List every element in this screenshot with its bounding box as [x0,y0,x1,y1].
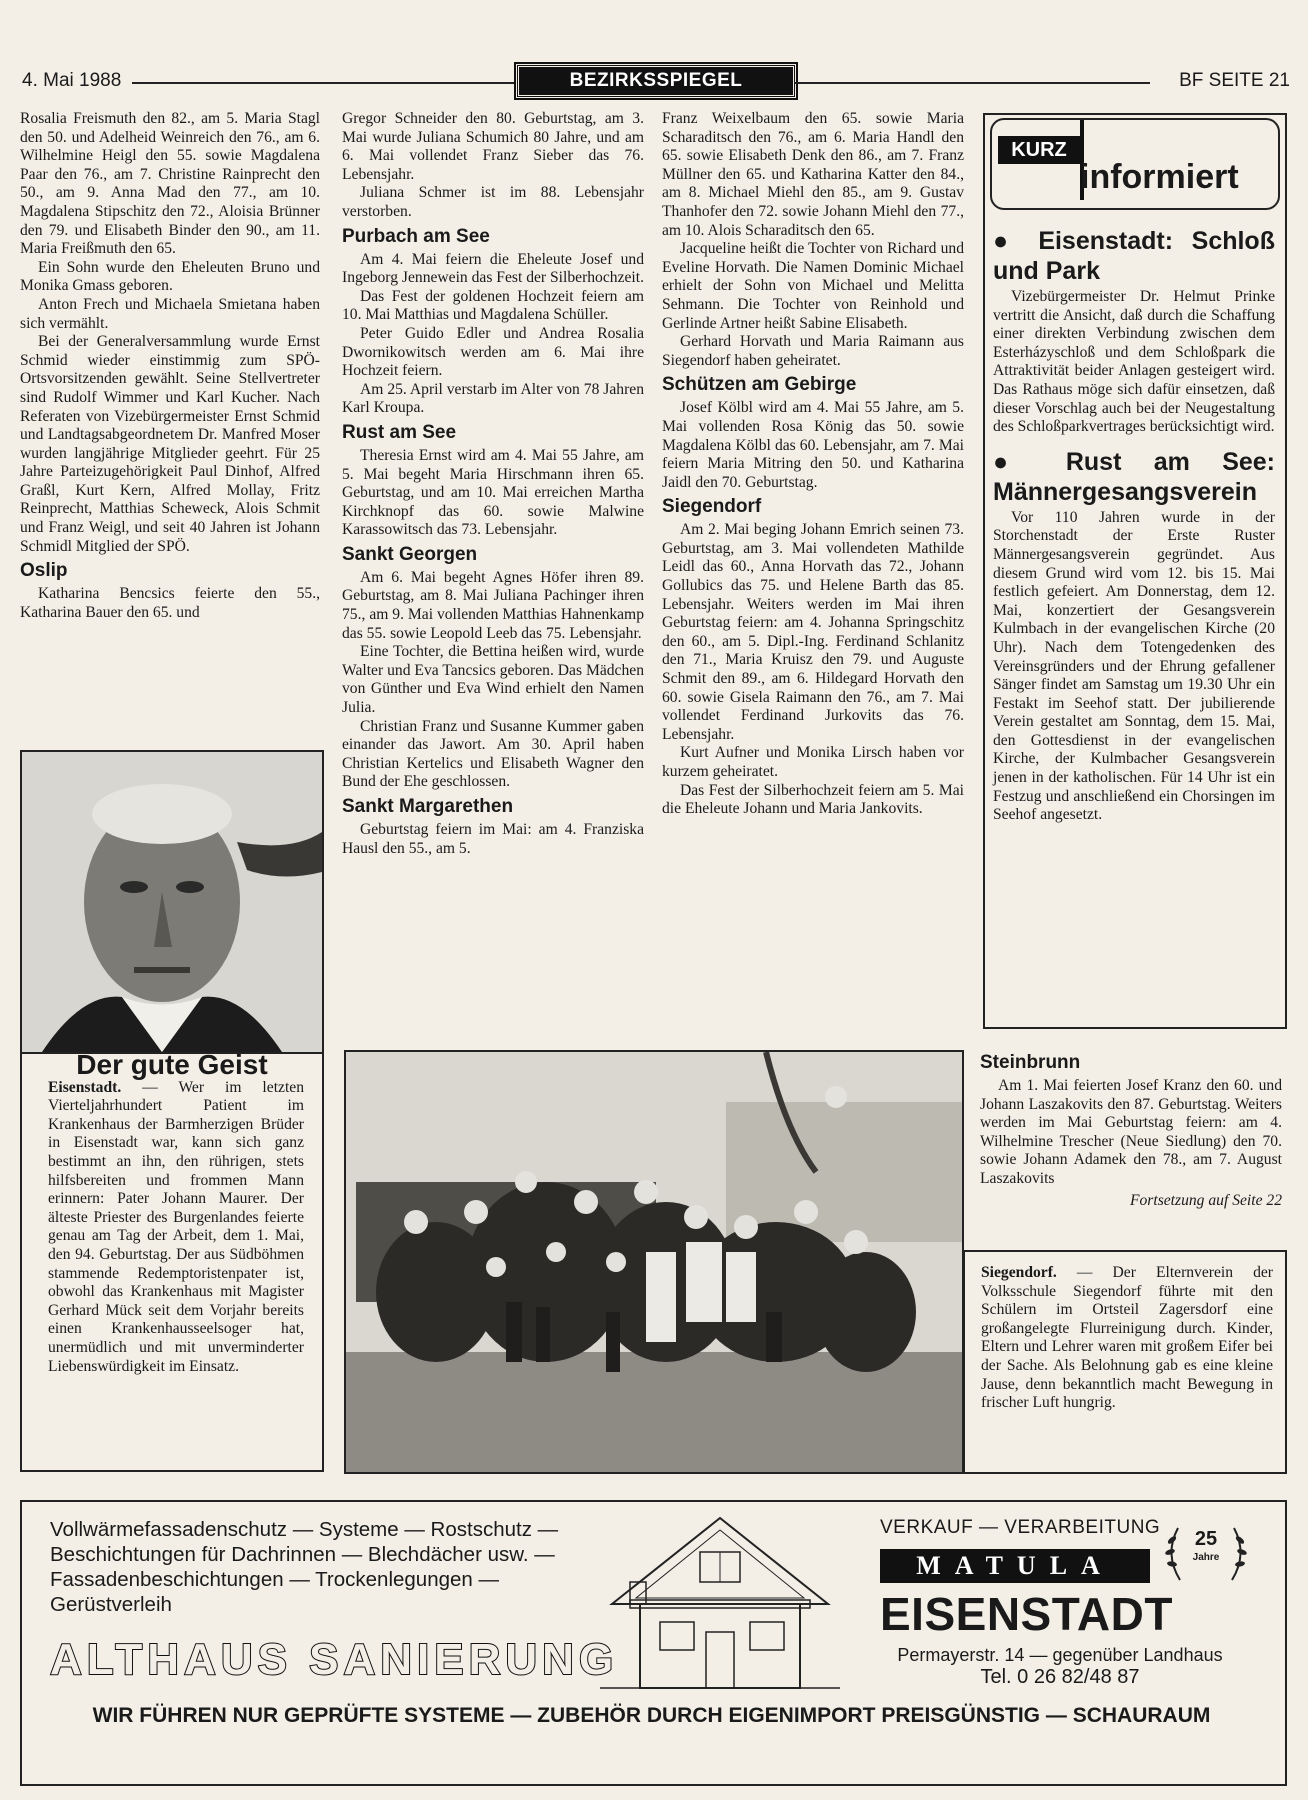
paragraph: Jacqueline heißt die Tochter von Richard und Eveline Horvath. Die Namen Dominic Michael erhielt der Sohn von Michael und Melitta Sehmann. Die Tochter von Reinhold und Gerlinde Artner heißt Sabine Elisabeth. [662,240,964,332]
paragraph: Geburtstag feiern im Mai: am 4. Franziska Hausl den 55., am 5. [342,821,644,857]
group-image [346,1052,962,1472]
news-heading-text: Eisenstadt: Schloß und Park [993,227,1275,285]
paragraph: Rosalia Freismuth den 82., am 5. Maria Stagl den 50. und Adelheid Weinreich den 76., am 6. Wilhelmine Heigl den 55. sowie Magdalena Paar den 76., am 7. Christine Rainprecht den 50., am 9. Anna Mad den 77., am 10. Magdalena Stipschitz den 72., Aloisia Brünner den 79. und Elisabeth Binder den 90., am 11. Maria Freißmuth den 65. [20,110,320,258]
paragraph: Am 4. Mai feiern die Eheleute Josef und Ingeborg Jennewein das Fest der Silberhochzeit. [342,250,644,287]
issue-date: 4. Mai 1988 [22,70,122,91]
paragraph: Katharina Bencsics feierte den 55., Katharina Bauer den 65. und [20,585,320,621]
caption-box-siegendorf [963,1250,1287,1474]
badge-number: 25 [1194,1528,1218,1550]
paragraph: Am 1. Mai feierten Josef Kranz den 60. und Johann Laszakovits den 87. Geburtstag. Weiters werden im Mai Geburtstag feiern: am 4. Wilhelmine Trescher (Neue Siedlung) den 70. sowie Johann Adamek den 78., am 7. August Laszakovits [980,1077,1282,1187]
paragraph: Bei der Generalversammlung wurde Ernst Schmid wieder einstimmig zum SPÖ-Ortsvorsitzenden gewählt. Seine Stellvertreter sind Rudolf Wimmer und Karl Kucher. Nach Referaten von Vizebürgermeister Ernst Schmid und Landtagsabgeordnetem Dr. Manfred Moser wurden langjährige Mitglieder geehrt. Für 25 Jahre Parteizugehörigkeit Paul Dinhof, Alfred Graßl, Kurt Kern, Alfred Mollay, Fritz Reinprecht, Matthias Scheweck, Alois Schmit und Franz Weigl, und seit 40 Jahren ist Johann Schmidl Mitglied der SPÖ. [20,333,320,555]
ad-services-text: Vollwärmefassadenschutz — Systeme — Rostschutz — Beschichtungen für Dachrinnen — Blechdächer usw. — Fassadenbeschichtungen — Trockenlegungen — Gerüstverleih [50,1518,559,1616]
caption-lead: Eisenstadt. [48,1078,122,1096]
section-heading-steinbrunn: Steinbrunn [980,1052,1081,1073]
section-heading-purbach: Purbach am See [342,225,490,247]
header-rule-left [132,82,514,84]
ad-slogan: WIR FÜHREN NUR GEPRÜFTE SYSTEME — ZUBEHÖR DURCH EIGENIMPORT PREISGÜNSTIG — SCHAURAUM [92,1704,1211,1727]
ad-company-logo: ALTHAUS SANIERUNG [50,1635,619,1684]
caption-box-geist [20,1050,324,1472]
paragraph: Gregor Schneider den 80. Geburtstag, am 3. Mai wurde Juliana Schumich 80 Jahre, und am 6. Mai vollendet Franz Sieber das 76. Lebensjahr. [342,110,644,183]
news-heading [993,226,1275,286]
column-2 [342,110,644,858]
ad-city: EISENSTADT [880,1588,1173,1640]
ad-address: Permayerstr. 14 — gegenüber Landhaus [897,1645,1223,1665]
paragraph: Juliana Schmer ist im 88. Lebensjahr verstorben. [342,184,644,220]
paragraph: Eine Tochter, die Bettina heißen wird, wurde Walter und Eva Tancsics geboren. Das Mädchen von Günther und Eva Wind erhielt den Namen Julia. [342,643,644,717]
portrait-image [22,752,322,1052]
informiert-word: informiert [1080,158,1239,196]
caption-text: — Wer im letzten Vierteljahrhundert Patient im Krankenhaus der Barmherzigen Brüder in Eisenstadt war, kann sich ganz bestimmt an ihn, den rührigen, stets hilfsbereiten und frommen Mann erinnern: Pater Johann Maurer. Der älteste Priester des Burgenlandes feierte genau am Tag der Arbeit, dem 1. Mai, den 94. Geburtstag. Der aus Südböhmen stammende Redemptoristenpater ist, obwohl das Krankenhaus mit Magister Gerhard Mück seit dem Vorjahr bereits einen Krankenhausseelsoger hat, unermüdlich und mit unverminderter Liebenswürdigkeit im Einsatz. [48,1078,304,1375]
bullet-icon: ● [993,447,1034,476]
column-3 [662,110,964,819]
paragraph: Christian Franz und Susanne Kummer gaben einander das Jawort. Am 30. April haben Christian Kertelics und Elisabeth Wagner den Bund der Ehe geschlossen. [342,717,644,791]
section-heading-oslip: Oslip [20,560,68,582]
paragraph: Das Fest der Silberhochzeit feiern am 5. Mai die Eheleute Johann und Maria Jankovits. [662,781,964,818]
anniversary-badge [1160,1520,1252,1586]
paragraph: Am 25. April verstarb im Alter von 78 Jahren Karl Kroupa. [342,380,644,417]
header-rule-right [794,82,1150,84]
paragraph: Vizebürgermeister Dr. Helmut Prinke vertritt die Ansicht, daß durch die Schaffung einer direkten Verbindung zwischen dem Esterházyschloß und dem Schloßpark die Attraktivität beider Anlagen gesteigert wird. Das Rathaus möge sich dafür einsetzen, daß dieser Vorschlag auch bei der Neugestaltung des Schloßparkvertrages berücksichtigt wird. [993,288,1275,436]
paragraph: Peter Guido Edler und Andrea Rosalia Dwornikowitsch werden am 6. Mai ihre Hochzeit feiern. [342,324,644,380]
page-number: BF SEITE 21 [1179,70,1290,91]
kurz-content [993,222,1275,825]
paragraph: Josef Kölbl wird am 4. Mai 55 Jahre, am 5. Mai vollenden Rosa König das 50. sowie Magdalena Kölbl das 60. Lebensjahr, am 7. Mai feiern Maria Mitring den 50. und Katharina Jaidl den 70. Geburtstag. [662,399,964,491]
news-heading [993,447,1275,507]
caption-text: — Der Elternverein der Volksschule Siegendorf führte mit den Schülern im Ortsteil Zagersdorf eine großangelegte Flurreinigung durch. Kinder, Eltern und Lehrer waren mit großem Eifer bei der Sache. Als Belohnung gab es eine kleine Jause, denn bekanntlich macht Bewegung in frischer Luft hungrig. [981,1264,1273,1412]
section-heading-schuetzen: Schützen am Gebirge [662,374,857,396]
paragraph: Theresia Ernst wird am 4. Mai 55 Jahre, am 5. Mai begeht Maria Hirschmann ihren 65. Geburtstag, und am 10. Mai erreichen Martha Kirchknopf das 60. sowie Malwine Karassowitsch das 73. Lebensjahr. [342,446,644,539]
caption-lead: Siegendorf. [981,1264,1057,1281]
paragraph: Am 6. Mai begeht Agnes Höfer ihren 89. Geburtstag, am 8. Mai Juliana Pachinger ihren 75., am 9. Mai vollenden Matthias Hahnenkamp das 55. sowie Leopold Leeb das 75. Lebensjahr. [342,568,644,642]
paragraph: Am 2. Mai beging Johann Emrich seinen 73. Geburtstag, am 3. Mai vollendeten Mathilde Leidl das 60., Anna Horvath das 72., Johann Gollubics das 75. und Helene Barth das 85. Lebensjahr. Weiters werden im Mai ihren Geburtstag feiern: am 4. Johanna Springschitz den 60., am 5. Dipl.-Ing. Ferdinand Schlanitz den 71., Maria Kruisz den 79. und Auguste Schmit den 89., am 6. Hildegard Horvath den 60. sowie Gisela Raimann den 76., am 7. Mai vollendet Ferdinand Jurkovits das 76. Lebensjahr. [662,521,964,743]
section-heading-margarethen: Sankt Margarethen [342,796,514,817]
section-heading-siegendorf: Siegendorf [662,496,762,518]
section-heading-rust: Rust am See [342,421,457,443]
portrait-photo [20,750,324,1054]
paragraph: Ein Sohn wurde den Eheleuten Bruno und Monika Gmass geboren. [20,258,320,295]
badge-word: Jahre [1192,1552,1220,1563]
paragraph: Franz Weixelbaum den 65. sowie Maria Scharaditsch den 76., am 6. Maria Handl den 65. sowie Elisabeth Denk den 86., am 7. Franz Müllner den 65. und Katharina Katter den 84., am 8. Michael Miehl den 85., am 9. Gustav Thanhofer den 72. sowie Johann Miehl den 77., am 10. Alois Scharaditsch den 65. [662,110,964,239]
kurz-tag: KURZ [998,136,1080,164]
column-1 [20,110,320,622]
steinbrunn-article [980,1048,1282,1210]
news-heading-text: Rust am See: Männergesangsverein [993,447,1276,506]
paragraph: Anton Frech und Michaela Smietana haben sich vermählt. [20,295,320,332]
ad-phone: Tel. 0 26 82/48 87 [980,1666,1140,1688]
paragraph: Kurt Aufner und Monika Lirsch haben vor kurzem geheiratet. [662,744,964,780]
ad-matula-logo: MATULA [880,1549,1150,1583]
continuation-note: Fortsetzung auf Seite 22 [1129,1191,1282,1209]
group-photo [344,1050,964,1474]
section-heading-georgen: Sankt Georgen [342,543,478,565]
paragraph: Vor 110 Jahren wurde in der Storchenstadt der Erste Ruster Männergesangsverein gegründet. Aus diesem Grund wird vom 12. bis 15. Mai festlich gefeiert. Am Donnerstag, dem 12. Mai, konzertiert der Gesangsverein Kulmbach in der evangelischen Kirche (20 Uhr). Nach dem Totengedenken des Vereinsgründers und der Ehrung gefallener Sänger findet am Samstag um 19.30 Uhr ein Festakt im Seehof statt. Der jubilierende Verein gestaltet am Sonntag, dem 15. Mai, den Gottesdienst in der evangelischen Kirche, der Kulmbacher Gesangsverein jenen in der katholischen. Für 14 Uhr ist ein Festzug und anschließend ein Chorsingen im Seehof angesetzt. [993,508,1275,824]
ad-sales-label: VERKAUF — VERARBEITUNG [880,1517,1161,1538]
paragraph: Gerhard Horvath und Maria Raimann aus Siegendorf haben geheiratet. [662,333,964,369]
house-icon [600,1512,840,1692]
bullet-icon: ● [993,227,1020,255]
section-title: BEZIRKSSPIEGEL [516,64,796,98]
paragraph: Das Fest der goldenen Hochzeit feiern am 10. Mai Matthias und Magdalena Schüller. [342,287,644,324]
caption-title: Der gute Geist [76,1049,268,1080]
